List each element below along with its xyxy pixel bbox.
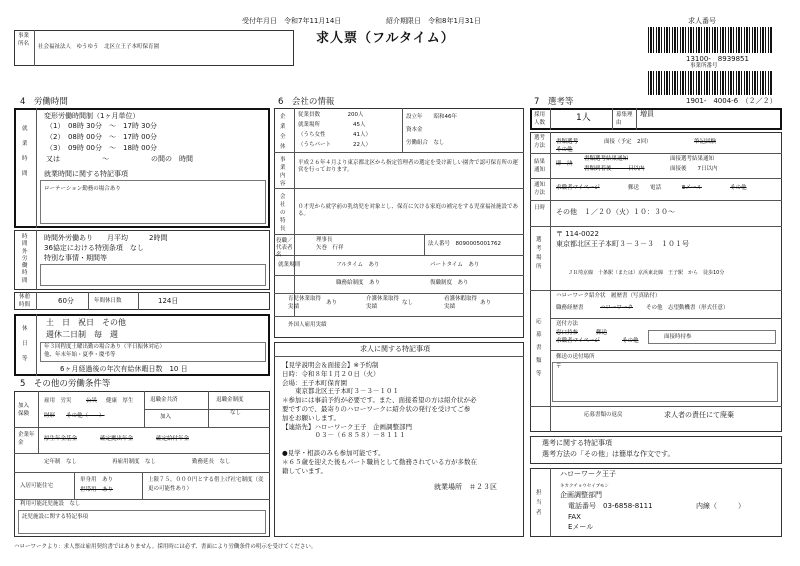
- pension-label: 企業年金: [18, 432, 35, 446]
- job-special-line: ●見学・相談のみも参加可能です。: [282, 448, 385, 457]
- notice-mail: 郵送 電話: [628, 185, 662, 191]
- notice-label: 結果通知: [534, 159, 546, 173]
- or-line: 又は ～ の間の 時間: [46, 155, 193, 163]
- date-value: その他 １／２０（火）１０：３０～: [556, 208, 675, 216]
- job-special-line: 籍しています。: [282, 466, 327, 475]
- dorm-value: 単身用 あり: [80, 477, 114, 483]
- return-value: 求人者の責任にて廃棄: [664, 411, 734, 419]
- annual-days-value: 124日: [158, 297, 179, 305]
- apply-struck: ハローワーク: [600, 305, 634, 311]
- business-label: 事業内容: [280, 157, 286, 187]
- notice-struck2: 書類選考結果通知: [584, 156, 629, 162]
- insurance-line1b: 健康 厚生: [106, 398, 134, 404]
- pension-struck1: 厚生年金基金: [44, 436, 78, 442]
- insurance-struck3: その他（ ）: [66, 413, 105, 419]
- emp-site: 就業場所 45人: [298, 122, 366, 128]
- job-special-line: 加をお願いします。: [282, 413, 340, 422]
- notice-struck1: 即 決: [556, 161, 573, 167]
- apply-other: その他 志望動機書（形式任意）: [646, 305, 729, 311]
- place-access: ＪＲ埼京線 十条駅（または）京浜東北線 王子駅 から 徒歩10分: [568, 270, 725, 276]
- contact-hw: ハローワーク王子: [560, 470, 616, 478]
- method-struck2: 筆記試験: [694, 139, 717, 145]
- contact-kana: キカクチョウセイブモン: [560, 484, 609, 489]
- foreign-hire: 外国人雇用実績: [288, 322, 327, 328]
- job-special-line: ＊６５歳を迎えた後もパート職員として勤務されている方が多数在: [282, 457, 477, 466]
- return-label: 応募書類の返戻: [584, 412, 623, 418]
- place-label: 選考場所: [536, 237, 542, 270]
- insurance-struck1: 公災: [86, 398, 98, 404]
- apply-method: ハローワーク紹介状 履歴書（写真貼付）: [556, 293, 661, 299]
- reason-value: 増員: [640, 110, 654, 118]
- referral-deadline: 紹介期限日 令和8年1月31日: [386, 17, 481, 25]
- feature-label: 会社の特長: [280, 194, 286, 232]
- emp-total: 従業員数 200人: [298, 112, 364, 118]
- work-special-text: ローテーション勤務の場合あり: [44, 186, 121, 192]
- job-special-line: 【連絡先】ハローワーク王子 企画調整部門: [282, 422, 412, 431]
- holiday-days: 土 日 祝日 その他: [46, 318, 126, 327]
- overtime-special: 特別な事情・期間等: [44, 254, 107, 262]
- feature-text: ０才児から就学前の乳幼児を対象とし、保育に欠ける家庭の補完をする児童福祉施設である。: [298, 204, 519, 217]
- overtime-agreement: 36協定における特別条項 なし: [44, 244, 144, 252]
- reason-label: 募集理由: [616, 112, 633, 126]
- break-value: 60分: [58, 297, 74, 305]
- company-label: 企業全体: [280, 114, 286, 150]
- annual-days-label: 年間休日数: [94, 298, 122, 304]
- send-value: 面接時持参: [664, 334, 692, 340]
- notice-val1: 面接選考結果通知: [670, 156, 715, 162]
- send-to-zip: 〒: [556, 364, 562, 370]
- hire-label: 採用人数: [534, 112, 546, 126]
- emp-part: （うちパート 22人）: [298, 142, 371, 148]
- dorm-struck: 世帯用 あり: [80, 487, 114, 493]
- retire-value: なし: [230, 410, 242, 416]
- apply-label: 応募書類等: [536, 319, 542, 377]
- retire-label: 退職金制度: [216, 397, 244, 403]
- page-title: 求人票（フルタイム）: [316, 31, 455, 46]
- rep-title: 理事長: [316, 237, 333, 243]
- overtime-label: 時間外労働時間: [22, 234, 28, 284]
- rehire: 再雇用制度 なし: [112, 459, 157, 465]
- shift-2: （2） 08時 00分 ～ 17時 00分: [46, 133, 158, 141]
- holiday-note1: 年３回程度土曜出勤の場合あり（平日振休対応）: [44, 344, 166, 350]
- business-text: 平成２６年４月より東京都北区から指定管理者の選定を受け新しい園舎で認可保育所の運営を行っております。: [298, 160, 519, 173]
- holiday-note2: 他、年末年始・夏季・慶弔等: [44, 352, 116, 358]
- contact-dept: 企画調整部門: [560, 491, 602, 499]
- rejoin: 復職制度 あり: [430, 280, 469, 286]
- office-label: 事業所名: [18, 33, 30, 47]
- job-special-line: 【見学説明会＆面接会】※予約制: [282, 361, 379, 369]
- notice-method-label: 通知方法: [534, 182, 546, 196]
- place-addr: 東京都北区王子本町３－３－３ １０１号: [556, 240, 689, 248]
- rules-full: フルタイム あり: [336, 262, 380, 268]
- method-value: 面接（予定 2回）: [604, 139, 652, 145]
- career: 職務給制度 あり: [336, 280, 381, 286]
- place-zip: 〒 114-0022: [556, 230, 599, 238]
- break-label: 休憩時間: [19, 294, 31, 308]
- insurance-line1: 雇用 労災: [44, 398, 72, 404]
- holiday-weekly: 週休二日制 毎 週: [46, 330, 118, 339]
- job-special-line: ＊参加には事前予約が必要です。また、面接希望の方は紹介状が必: [282, 396, 477, 405]
- work-special-title: 就業時間に関する特記事項: [44, 170, 128, 178]
- dorm-note: 上限７５，０００円とする借上げ社宅制度（変更の可能性あり）: [148, 477, 264, 492]
- date-label: 日時: [534, 205, 546, 211]
- childcare-note: 託児施設に関する特記事項: [22, 514, 89, 520]
- pension-struck3: 確定給付年金: [156, 436, 190, 442]
- sec7-title: 7 選考等: [534, 97, 574, 107]
- contact-fax: FAX: [568, 513, 581, 521]
- work-place: 就業場所 ＃２３区: [434, 483, 497, 491]
- contact-ext: 内線（ ）: [696, 502, 745, 510]
- send-struck1: 窓口持参: [556, 330, 579, 336]
- shift-1: （1） 08時 30分 ～ 17時 30分: [46, 122, 158, 130]
- send-label: 送付方法: [556, 321, 579, 327]
- job-special-line: [282, 440, 520, 449]
- send-to-label: 郵送の送付場所: [556, 354, 595, 360]
- method-label: 選考方法: [534, 135, 546, 149]
- sec5-title: 5 その他の労働条件等: [20, 379, 111, 389]
- footer-note: ハローワークより：求人票は雇用契約書ではありません。採用時には必ず、書面により労働条件の明示を受けてください。: [14, 544, 317, 550]
- office-number: 1901- 4004-6 （２／２）: [686, 97, 777, 105]
- insurance-label: 加入保険: [18, 403, 30, 417]
- job-special-line: 会場：王子本町保育園: [282, 378, 347, 387]
- nursing-leave-val: なし: [402, 300, 414, 306]
- break-box: [14, 292, 270, 310]
- contact-label: 担当者: [536, 490, 542, 516]
- work-hours-label: 就業時間: [22, 126, 28, 177]
- capital: 資本金: [406, 127, 423, 133]
- contact-email: Eメール: [568, 523, 594, 531]
- childcare-leave-val: あり: [326, 300, 338, 306]
- method-struck3: その他: [556, 147, 573, 153]
- mutual-value: 加入: [160, 414, 172, 420]
- paid-leave: 6ヶ月経過後の年次有給休暇日数 10 日: [60, 365, 188, 373]
- office-name: 社会福祉法人 ゆうゆう 北区立王子本町保育園: [38, 44, 160, 50]
- contact-tel: 電話番号 03-6858-8111: [568, 502, 653, 510]
- nurse-leave: 看護休暇取得実績: [444, 296, 478, 310]
- selection-special-title: 選考に関する特記事項: [542, 439, 612, 447]
- job-special-line: 東京都北区王子本町３－３－１０１: [282, 387, 399, 396]
- send-struck2: 郵送: [596, 330, 608, 336]
- nursing-leave: 介護休業取得実績: [366, 296, 400, 310]
- emp-female: （うち女性 41人）: [298, 132, 371, 138]
- job-special-line: 日時：令和８年１月２０日（火）: [282, 369, 380, 378]
- notice-struck3: 書類到着後 日以内: [584, 166, 645, 172]
- overtime-special-box: [40, 264, 266, 286]
- pension-struck2: 確定拠出年金: [100, 436, 134, 442]
- rep-label: 役職／代表者名: [276, 238, 293, 258]
- retire-age: 定年制 なし: [44, 459, 78, 465]
- apply-docs: 職務経歴書: [556, 305, 584, 311]
- job-number-label: 求人番号: [688, 17, 716, 25]
- notice-struck7: その他: [730, 185, 747, 191]
- sec6-title: 6 会社の情報: [278, 97, 335, 107]
- sec4-title: 4 労働時間: [20, 97, 68, 107]
- notice-val2: 面接後 7日以内: [670, 166, 718, 172]
- rep-name: 矢巻 行祥: [316, 245, 344, 251]
- job-special-line: ０３－（６８５８）－８１１１: [282, 431, 406, 440]
- received-date: 受付年月日 令和7年11月14日: [242, 17, 342, 25]
- dorm-label: 入居可能住宅: [20, 483, 54, 489]
- shift-3: （3） 09時 00分 ～ 18時 00分: [46, 144, 158, 152]
- office-barcode: [648, 71, 772, 95]
- notice-struck4: 求職者マイページ: [556, 185, 600, 191]
- job-number: 13100- 8939851: [686, 55, 749, 63]
- shift-title: 変形労働時間制（1ヶ月単位）: [44, 112, 140, 120]
- job-special-line: 要ですので、最寄りのハローワークに紹介状の発行を受けてご参: [282, 404, 471, 413]
- selection-special-text: 選考方法の「その他」は簡単な作文です。: [542, 450, 675, 458]
- holiday-label: 休日等: [22, 326, 28, 362]
- childcare-leave: 育児休業取得実績: [288, 296, 322, 310]
- method-struck: 書類選考: [556, 139, 579, 145]
- send-struck3: 求職者マイページ: [556, 338, 600, 344]
- send-struck4: その他: [622, 338, 639, 344]
- hire-value: 1人: [576, 113, 591, 123]
- corp-num: 法人番号 8090005001762: [428, 241, 501, 247]
- job-barcode: [648, 27, 772, 53]
- childcare-label: 利用可能託児施設 なし: [20, 501, 81, 507]
- notice-struck6: Eメール: [682, 185, 702, 191]
- send-to-box: [552, 362, 778, 402]
- office-number-label: 事業所番号: [690, 63, 718, 69]
- overtime-line: 時間外労働あり 月平均 2時間: [44, 234, 168, 242]
- mutual-label: 退職金共済: [150, 397, 178, 403]
- extension: 勤務延長 なし: [192, 459, 231, 465]
- hire-box: [530, 108, 782, 130]
- job-special-title: 求人に関する特記事項: [360, 345, 430, 353]
- nurse-leave-val: あり: [480, 300, 492, 306]
- rules-label: 就業規則: [278, 262, 301, 268]
- founded: 設立年 昭和46年: [406, 114, 457, 120]
- insurance-struck2: 財形: [44, 413, 56, 419]
- rules-part: パートタイム あり: [430, 262, 480, 268]
- union: 労働組合 なし: [406, 140, 445, 146]
- job-special-text: [282, 361, 520, 475]
